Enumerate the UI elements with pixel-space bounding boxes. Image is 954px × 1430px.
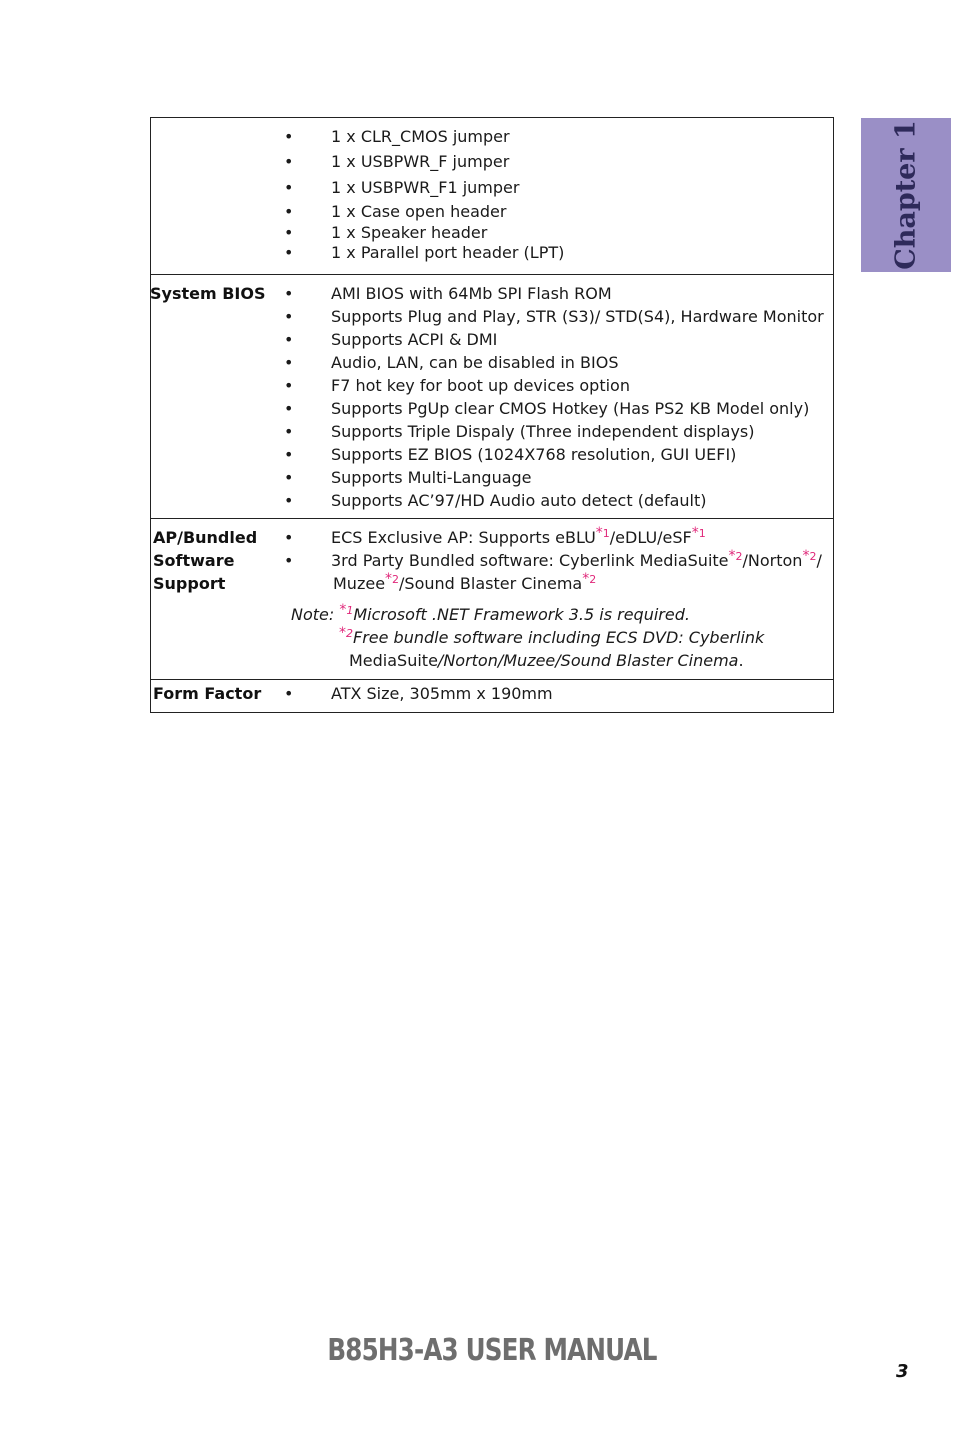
row-headers xyxy=(151,118,833,274)
list-item: • Supports EZ BIOS (1024X768 resolution, GUI UEFI) xyxy=(284,445,737,464)
bullet: • xyxy=(284,307,294,326)
list-item: • 1 x USBPWR_F1 jumper xyxy=(284,178,520,197)
row-label-form-factor: Form Factor xyxy=(153,684,262,703)
bullet: • xyxy=(284,376,294,395)
list-item-continuation: Muzee$^{*2}$/Sound Blaster Cinema$^{*2}$ xyxy=(333,570,597,593)
bullet: • xyxy=(284,445,294,464)
bullet: • xyxy=(284,353,294,372)
chapter-label: Chapter 1 xyxy=(890,120,922,270)
list-item: • 1 x CLR_CMOS jumper xyxy=(284,127,510,146)
page-number: 3 xyxy=(896,1361,909,1382)
footnote-mark: *1 xyxy=(691,524,706,541)
bullet: • xyxy=(284,422,294,441)
bullet: • xyxy=(284,127,294,146)
note-line-2: $^{*2}$Free bundle software including ECS DVD: Cyberlink xyxy=(339,624,765,647)
note-line-3: MediaSuite/Norton/Muzee/Sound Blaster Cinema. xyxy=(349,651,744,670)
list-item: • Supports Plug and Play, STR (S3)/ STD(S4), Hardware Monitor xyxy=(284,307,824,326)
bullet: • xyxy=(284,202,294,221)
list-item: • ECS Exclusive AP: Supports eBLU$^{*1}$/eDLU/eSF$^{*1}$ xyxy=(284,524,706,547)
bullet: • xyxy=(284,468,294,487)
bullet: • xyxy=(284,330,294,349)
bullet: • xyxy=(284,399,294,418)
row-system-bios xyxy=(151,274,833,518)
row-label-system-bios: System BIOS xyxy=(150,284,266,303)
bullet: • xyxy=(284,223,294,242)
bullet: • xyxy=(284,684,294,703)
list-item: • 1 x Parallel port header (LPT) xyxy=(284,243,565,262)
bullet: • xyxy=(284,243,294,262)
note-line-1: Note: $^{*1}$Microsoft .NET Framework 3.5 is required. xyxy=(291,601,690,624)
list-item: • Supports AC’97/HD Audio auto detect (default) xyxy=(284,491,707,510)
footnote-mark: *2 xyxy=(802,547,817,564)
spec-table xyxy=(150,117,834,713)
list-item: • F7 hot key for boot up devices option xyxy=(284,376,630,395)
list-item: • 3rd Party Bundled software: Cyberlink MediaSuite$^{*2}$/Norton$^{*2}$/ xyxy=(284,547,822,570)
bullet: • xyxy=(284,178,294,197)
footnote-mark: *2 xyxy=(582,570,597,587)
row-form-factor xyxy=(151,679,833,712)
bullet: • xyxy=(284,551,294,570)
footnote-mark: *2 xyxy=(728,547,743,564)
list-item: • Supports PgUp clear CMOS Hotkey (Has PS2 KB Model only) xyxy=(284,399,810,418)
footnote-mark: *2 xyxy=(385,570,400,587)
chapter-tab xyxy=(861,118,951,272)
list-item: • Audio, LAN, can be disabled in BIOS xyxy=(284,353,619,372)
ap-list xyxy=(151,519,833,572)
footnote-mark: *1 xyxy=(595,524,610,541)
manual-title: B85H3-A3 USER MANUAL xyxy=(327,1333,657,1368)
bullet: • xyxy=(284,528,294,547)
bullet: • xyxy=(284,284,294,303)
footnote-mark: *1 xyxy=(339,601,354,618)
list-item: • ATX Size, 305mm x 190mm xyxy=(284,684,553,703)
row-label-ap-bundled: AP/Bundled Software Support xyxy=(153,528,258,593)
form-list xyxy=(151,680,833,705)
headers-list xyxy=(151,118,833,263)
footnote-mark: *2 xyxy=(339,624,353,641)
bullet: • xyxy=(284,152,294,171)
list-item: • 1 x Case open header xyxy=(284,202,507,221)
list-item: • Supports Multi-Language xyxy=(284,468,532,487)
list-item: • AMI BIOS with 64Mb SPI Flash ROM xyxy=(284,284,612,303)
bullet: • xyxy=(284,491,294,510)
list-item: • 1 x USBPWR_F jumper xyxy=(284,152,510,171)
row-ap-bundled xyxy=(151,518,833,679)
list-item: • 1 x Speaker header xyxy=(284,223,488,242)
list-item: • Supports ACPI & DMI xyxy=(284,330,498,349)
bios-list xyxy=(151,275,833,512)
list-item: • Supports Triple Dispaly (Three independent displays) xyxy=(284,422,755,441)
